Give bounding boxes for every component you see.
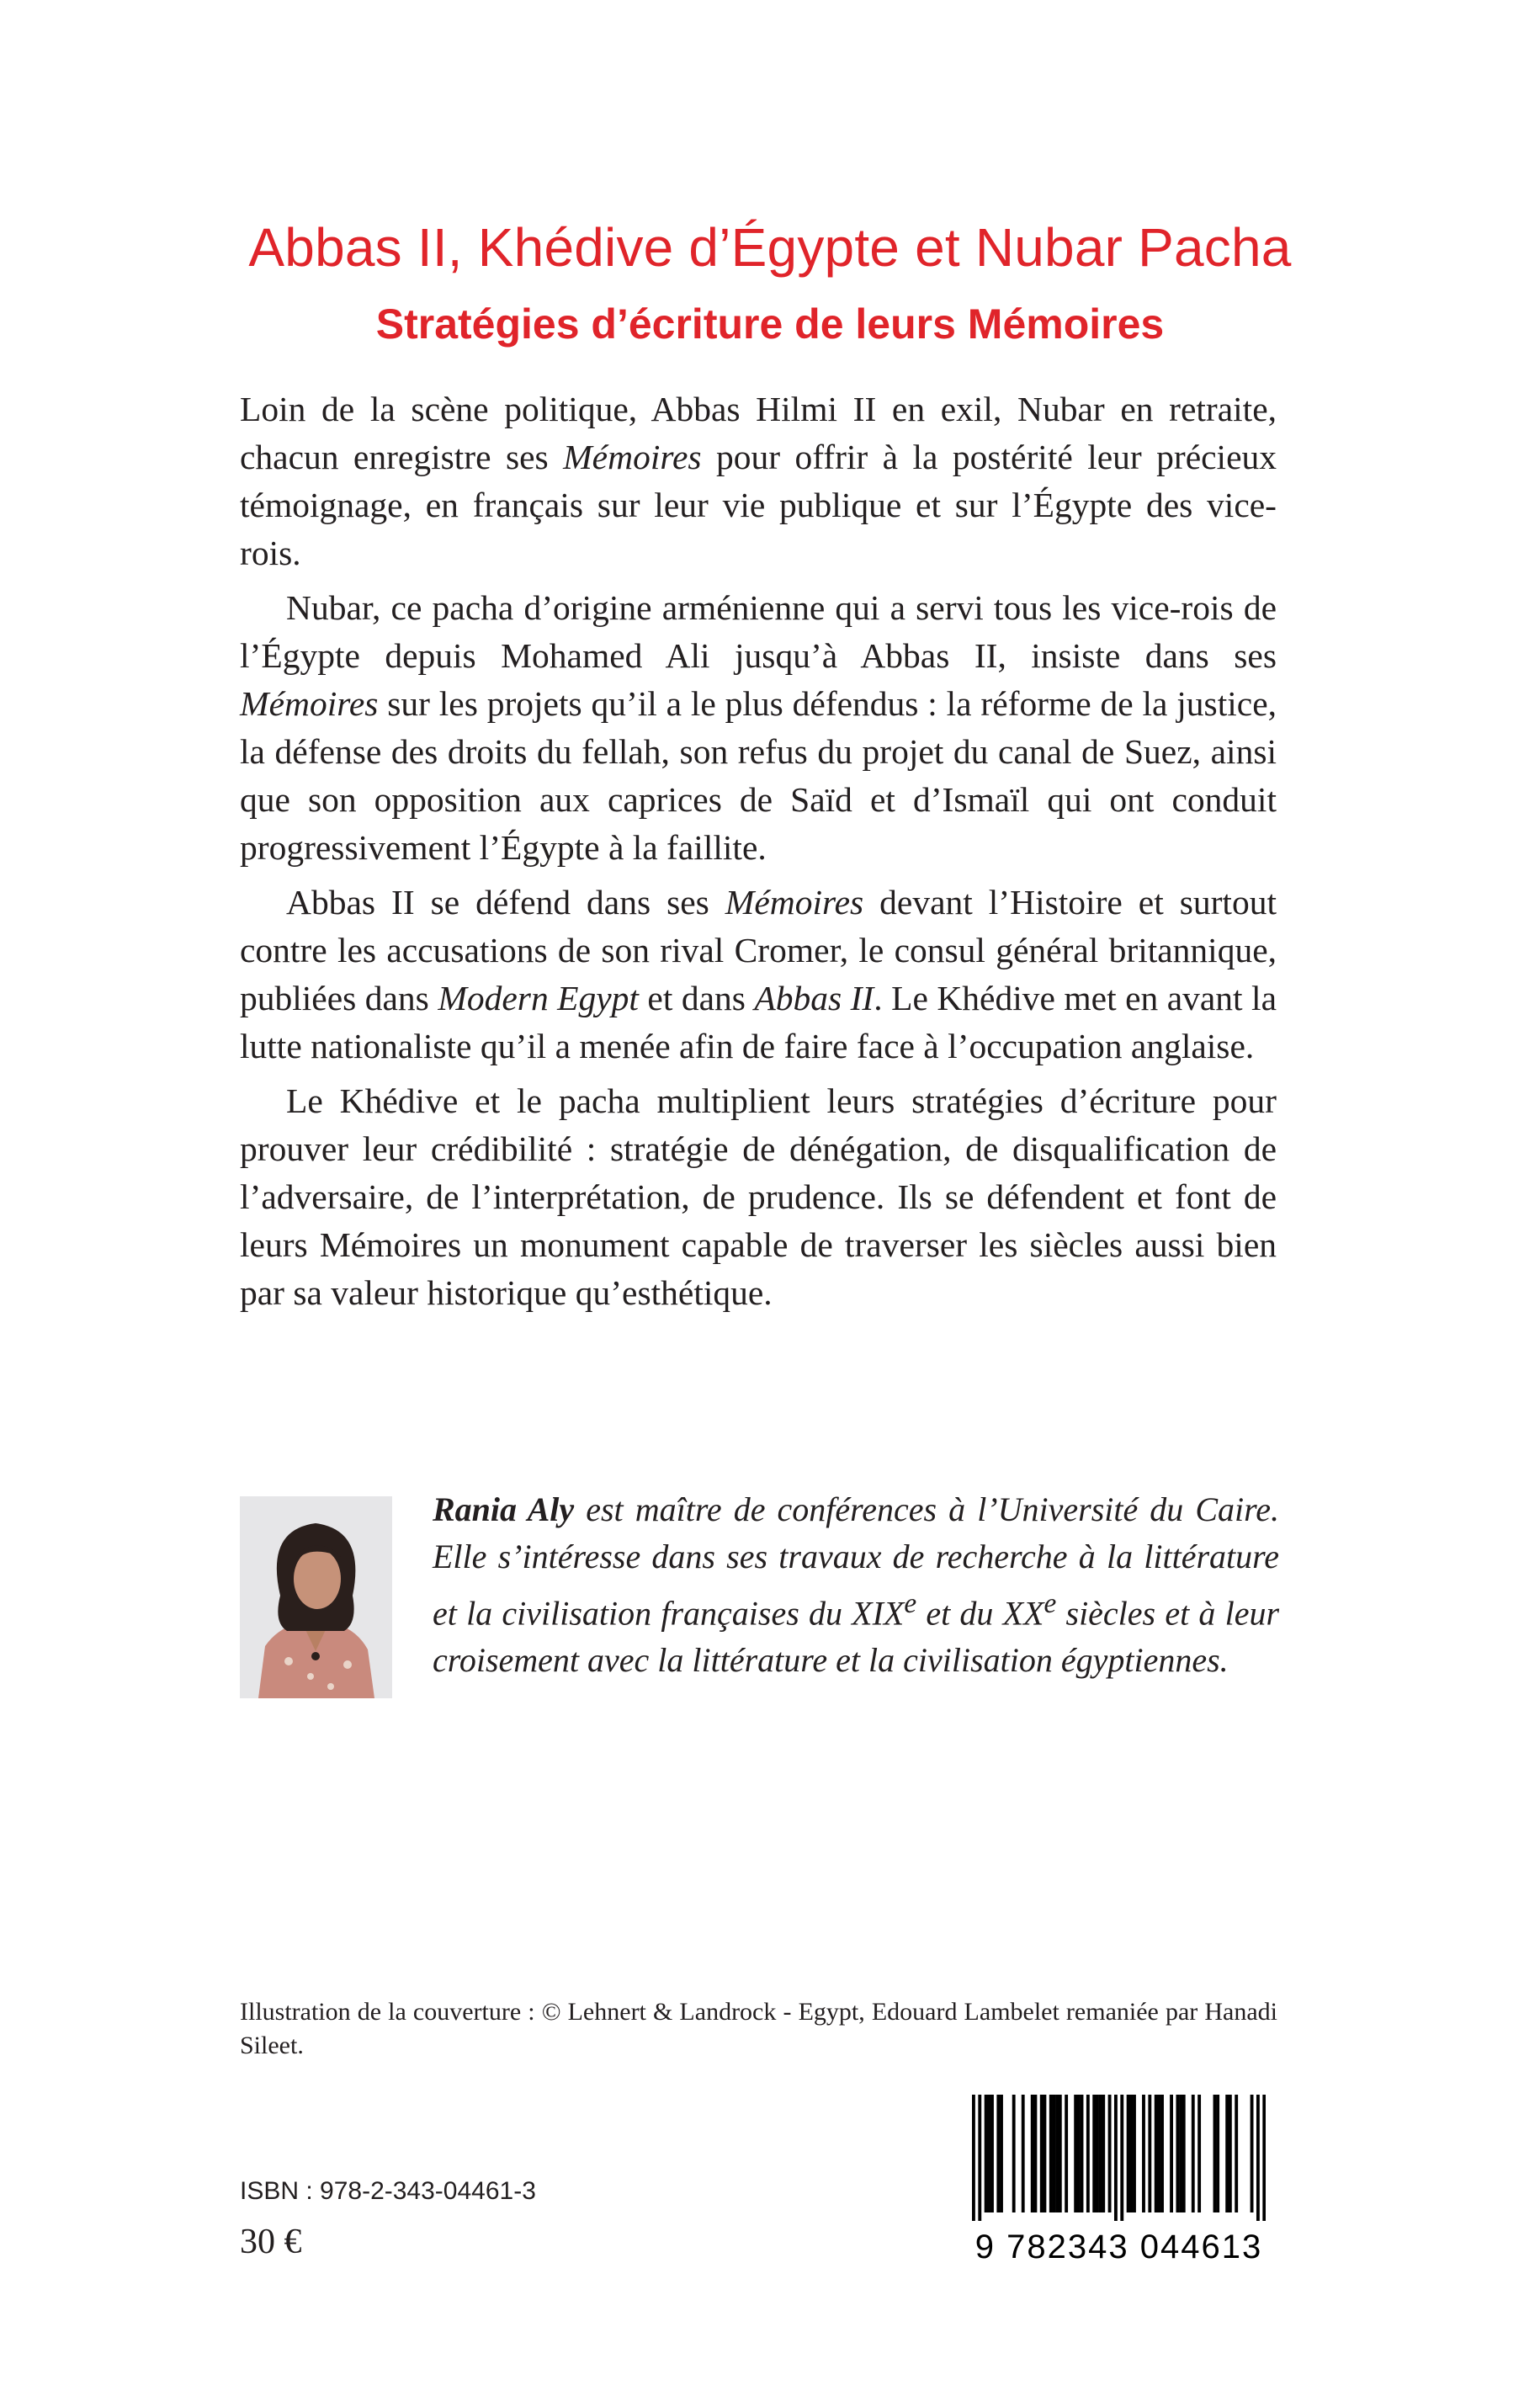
barcode-bar (1148, 2095, 1151, 2212)
barcode-bar (1235, 2095, 1238, 2212)
barcode-bar (1096, 2095, 1099, 2212)
barcode-bar (990, 2095, 994, 2212)
author-bio-text-3: siècles et à leur croisement avec la littérature et la civilisation égyptiennes. (433, 1594, 1280, 1680)
barcode-bar (1065, 2095, 1068, 2212)
author-bio-text-2: et du XX (916, 1594, 1044, 1633)
barcode-bar (1022, 2095, 1025, 2212)
cover-illustration-credit: Illustration de la couverture : © Lehnert & Landrock - Egypt, Edouard Lambelet remaniée par Hanadi Sileet. (240, 1998, 1277, 2059)
blurb-p2-text-1: Nubar, ce pacha d’origine arménienne qui a servi tous les vice-rois de l’Égypte depuis Mohamed Ali jusqu’à Abbas II, insiste dans ses (240, 588, 1277, 675)
barcode-bar (1077, 2095, 1081, 2212)
isbn-label: ISBN : 978-2-343-04461-3 (240, 2177, 536, 2205)
barcode-bar (1142, 2095, 1145, 2212)
blurb-p3-italic-abbas-ii: Abbas II (754, 979, 874, 1017)
price-label: 30 € (240, 2223, 302, 2261)
barcode-bar (1170, 2095, 1173, 2212)
barcode-bar (1074, 2095, 1077, 2212)
barcode-bar (1179, 2095, 1182, 2212)
blurb-paragraph-4: Le Khédive et le pacha multiplient leurs stratégies d’écriture pour prouver leur crédibilité : stratégie de dénégation, de disqualification de l’adversaire, de l’interprétation, de prudence. Ils se défendent et font de leurs Mémoires un monument capable de traverser les siècles aussi bien par sa valeur historique qu’esthétique. (240, 1081, 1277, 1312)
barcode-bar (1055, 2095, 1059, 2212)
barcode-bar (1216, 2095, 1219, 2212)
author-bio-paragraph (433, 1486, 1279, 1684)
barcode-bars (972, 2095, 1266, 2221)
blurb-p3-text-3: et dans (638, 979, 755, 1017)
barcode-bar (1213, 2095, 1217, 2212)
barcode-bar (978, 2095, 981, 2221)
barcode-bar (996, 2095, 1000, 2212)
back-cover-blurb (240, 385, 1277, 1317)
barcode-bar (1192, 2095, 1195, 2212)
barcode-bar (1033, 2095, 1037, 2212)
barcode-bar (985, 2095, 988, 2212)
blurb-p3-text-1: Abbas II se défend dans ses (286, 883, 725, 922)
blurb-paragraph-2 (240, 584, 1277, 872)
author-bio-sup-2: e (1043, 1588, 1057, 1619)
barcode-bar (1251, 2095, 1254, 2212)
barcode-bar (1160, 2095, 1164, 2212)
barcode-bar (1262, 2095, 1266, 2221)
barcode-bar (1059, 2095, 1062, 2212)
blurb-p3-italic-memoires: Mémoires (725, 883, 864, 922)
barcode-bar (1256, 2095, 1260, 2221)
book-subtitle: Stratégies d’écriture de leurs Mémoires (375, 300, 1165, 348)
barcode-bar (1053, 2095, 1056, 2212)
barcode-bar (1040, 2095, 1043, 2212)
barcode-bar (1102, 2095, 1105, 2212)
barcode-bar (1225, 2095, 1229, 2212)
barcode-bar (1129, 2095, 1133, 2212)
barcode-bar (1157, 2095, 1160, 2212)
barcode-bar (1133, 2095, 1136, 2212)
barcode-bar (1012, 2095, 1016, 2212)
barcode-bar (1127, 2095, 1130, 2212)
barcode-bar (1229, 2095, 1232, 2212)
author-bio-sup-1: e (904, 1588, 917, 1619)
isbn-barcode (957, 2095, 1281, 2271)
blurb-p1-text-1: Loin de la scène politique, Abbas Hilmi II en exil, Nubar en retraite, chacun enregistre ses (240, 390, 1277, 476)
blurb-p3-italic-modern-egypt: Modern Egypt (438, 979, 639, 1017)
barcode-bar (1031, 2095, 1034, 2212)
author-bio (433, 1486, 1279, 1684)
blurb-paragraph-3 (240, 879, 1277, 1070)
barcode-bar (1092, 2095, 1096, 2212)
barcode-bar (1120, 2095, 1123, 2221)
barcode-bar (987, 2095, 990, 2212)
barcode-bar (1182, 2095, 1186, 2212)
author-photo (240, 1496, 392, 1698)
barcode-bar (1099, 2095, 1102, 2212)
barcode-bar (1000, 2095, 1003, 2212)
blurb-p3-text-2: devant l’Histoire et surtout contre les accusations de son rival Cromer, le consul général britannique, publiées dans (240, 883, 1277, 1017)
book-title: Abbas II, Khédive d’Égypte et Nubar Pacha (248, 217, 1292, 278)
author-bio-text-1: est maître de conférences à l’Université du Caire. Elle s’intéresse dans ses travaux de recherche à la littérature et la civilisation françaises du XIX (433, 1490, 1279, 1633)
barcode-bar (1086, 2095, 1090, 2212)
barcode-bar (1043, 2095, 1046, 2212)
barcode-bar (1049, 2095, 1053, 2212)
barcode-bar (1108, 2095, 1112, 2212)
blurb-p3-text-4: . Le Khédive met en avant la lutte nationaliste qu’il a menée afin de faire face à l’occupation anglaise. (240, 979, 1277, 1065)
barcode-bar (1197, 2095, 1201, 2212)
author-name: Rania Aly (433, 1490, 575, 1528)
barcode-bar (1114, 2095, 1118, 2221)
blurb-p2-text-2: sur les projets qu’il a le plus défendus : la réforme de la justice, la défense des droits du fellah, son refus du projet du canal de Suez, ainsi que son opposition aux caprices de Saïd et d’Ismaïl qui ont conduit progressivement l’Égypte à la faillite. (240, 684, 1277, 867)
barcode-digits: 9 782343 044613 (974, 2228, 1263, 2265)
barcode-bar (972, 2095, 975, 2221)
barcode-bar (1176, 2095, 1179, 2212)
blurb-p2-italic-memoires: Mémoires (240, 684, 379, 723)
barcode-bar (1081, 2095, 1084, 2212)
barcode-bar (1155, 2095, 1158, 2212)
blurb-p1-italic-memoires: Mémoires (563, 438, 702, 476)
blurb-paragraph-1 (240, 385, 1277, 577)
blurb-p1-text-2: pour offrir à la postérité leur précieux témoignage, en français sur leur vie publique et sur l’Égypte des vice-rois. (240, 438, 1277, 572)
